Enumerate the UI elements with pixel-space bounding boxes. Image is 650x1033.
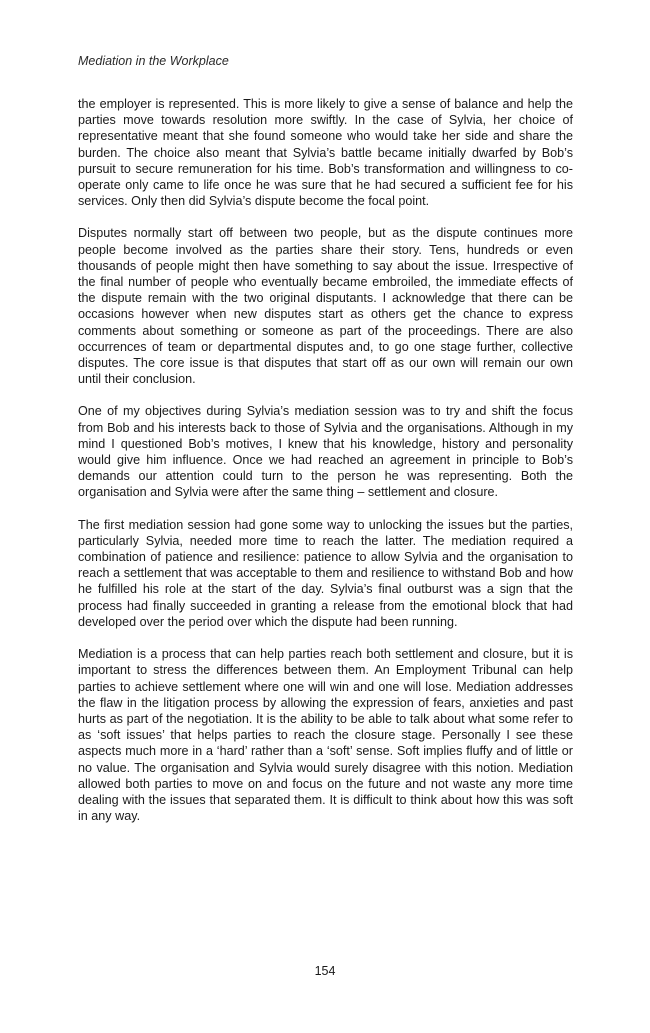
running-head: Mediation in the Workplace [78,54,229,68]
paragraph-4: The first mediation session had gone some way to unlocking the issues but the parties, particularly Sylvia, needed more time to reach the latter. The mediation required a combination of patience and resilience: patience to allow Sylvia and the organisation to reach a settlement that was acceptable to them and resilience to withstand Bob and how he fulfilled his role at the start of the day. Sylvia’s final outburst was a sign that the process had finally succeeded in granting a release from the emotional block that had developed over the period over which the dispute had been running. [78,517,573,629]
paragraph-2: Disputes normally start off between two people, but as the dispute continues more people become involved as the parties share their story. Tens, hundreds or even thousands of people might then have something to say about the issue. Irrespective of the final number of people who eventually became embroiled, the immediate effects of the dispute remain with the two original disputants. I acknowledge that there can be occasions however when new disputes start as others get the chance to express comments about something or someone as part of the proceedings. There are also occurrences of team or departmental disputes and, to go one stage further, collective disputes. The core issue is that disputes that start off as our own will remain our own until their conclusion. [78,226,573,387]
body-text [78,96,573,840]
page-number: 154 [314,964,336,978]
paragraph-1: the employer is represented. This is more likely to give a sense of balance and help the parties move towards resolution more swiftly. In the case of Sylvia, her choice of representative meant that she found someone who would take her side and share the burden. The choice also meant that Sylvia’s battle became initially dwarfed by Bob’s pursuit to secure remuneration for his time. Bob’s transformation and willingness to co-operate only came to life once he was sure that he had secured a sufficient fee for his services. Only then did Sylvia’s dispute become the focal point. [78,97,573,209]
paragraph-3: One of my objectives during Sylvia’s mediation session was to try and shift the focus from Bob and his interests back to those of Sylvia and the organisations. Although in my mind I questioned Bob’s motives, I knew that his knowledge, history and personality would give him influence. Once we had reached an agreement in principle to Bob’s demands our attention could turn to the person he was representing. Both the organisation and Sylvia were after the same thing – settlement and closure. [78,404,573,500]
paragraph-5: Mediation is a process that can help parties reach both settlement and closure, but it is important to stress the differences between them. An Employment Tribunal can help parties to achieve settlement where one will win and one will lose. Mediation addresses the flaw in the litigation process by allowing the expression of fears, anxieties and past hurts as part of the negotiation. It is the ability to be able to talk about what some refer to as ‘soft issues’ that helps parties to reach the closure stage. Personally I see these aspects much more in a ‘hard’ rather than a ‘soft’ sense. Soft implies fluffy and of little or no value. The organisation and Sylvia would surely disagree with this notion. Mediation allowed both parties to move on and focus on the future and not waste any more time dealing with the issues that separated them. It is difficult to think about how this was soft in any way. [78,647,573,824]
